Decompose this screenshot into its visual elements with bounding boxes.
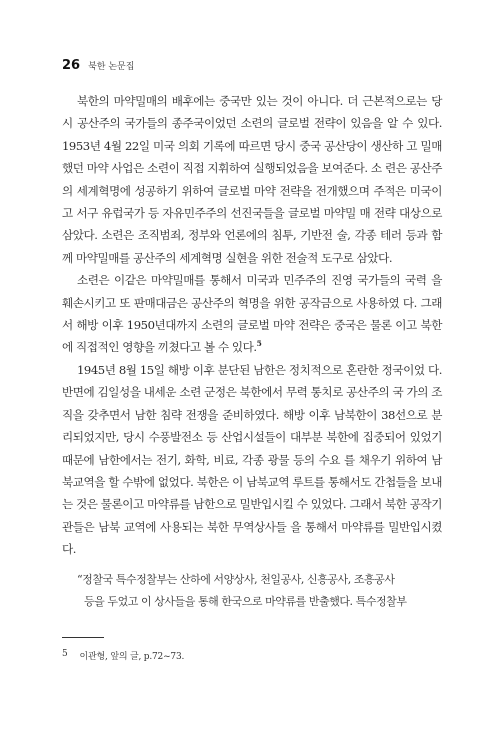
blockquote	[77, 569, 441, 613]
paragraph-line: 집중되어 있었기 때문에 남한에서는 전기, 화학, 비료, 각종 광물 등의 수요	[62, 430, 442, 467]
footnote-text: 이관형, 앞의 글, p.72~73.	[79, 652, 185, 662]
footnote-divider	[62, 637, 104, 638]
paragraph-line: 련은 공산주의 세계혁명에 성공하기 위하여 글로벌 마약 전략을 전개했으며	[62, 161, 442, 198]
paragraph-line: 38선으로 분리되었지만, 당시 수풍발전소 등 산업시설들이 대부분 북한에	[62, 407, 442, 445]
paragraph-line: 당시 공산주의 국가들의 종주국이었던 소련의 글로벌 전략이 있음을 알 수	[62, 94, 442, 131]
paragraph-line: 을 훼손시키고 또 판매대금은 공산주의 혁명을 위한 공작금으로 사용하였	[62, 273, 442, 310]
paragraph-line: 고 밀매했던 마약 사업은 소련이 직접 지휘하여 실행되었음을 보여준다. 소	[62, 138, 442, 176]
paragraph-line: 술, 각종 테러 등과 함께 마약밀매를 공산주의 세계혁명 실현을 위한 전술적	[62, 228, 442, 265]
paragraph-2	[62, 269, 442, 359]
paragraph-line: 소련은 이같은 마약밀매를 통해서 미국과 민주주의 진영 국가들의 국력	[77, 273, 427, 288]
paragraph-1	[62, 90, 442, 269]
paragraph-line: 있었다. 그래서 북한 공작기관들은 남북 교역에 사용되는 북한 무역상사들	[62, 497, 442, 534]
running-title: 북한 논문집	[88, 62, 135, 72]
paragraph-line: 를 채우기 위하여 남북교역을 할 수밖에 없었다. 북한은 이 남북교역 루트를	[62, 452, 442, 489]
page-number: 26	[62, 58, 81, 73]
paragraph-line: 다. 그래서 해방 이후 1950년대까지 소련의 글로벌 마약 전략은 중국은 물론	[62, 295, 442, 333]
paragraph-line: 1945년 8월 15일 해방 이후 분단된 남한은 정치적으로 혼란한 정국이었	[77, 362, 425, 377]
footnote-number: 5	[62, 649, 68, 659]
footnote	[62, 649, 184, 662]
blockquote-line: 등을 두었고 이 상사들을 통해 한국으로 마약류를 반출했다. 특수정찰부	[84, 595, 407, 608]
page-header	[62, 58, 134, 73]
body-text	[62, 90, 442, 561]
paragraph-line: 이고 북한에 직접적인 영향을 끼쳤다고 볼 수 있다.	[62, 318, 442, 355]
paragraph-line: 매 전략 대상으로 삼았다. 소련은 조직범죄, 정부와 언론에의 침투, 기반전	[62, 206, 442, 243]
paragraph-line: 북한의 마약밀매의 배후에는 중국만 있는 것이 아니다. 더 근본적으로는	[77, 94, 427, 108]
footnote-reference[interactable]: 5	[256, 339, 262, 349]
paragraph-line: 통해서도 간첩들을 보내는 것은 물론이고 마약류를 남한으로 밀반입시킬 수	[62, 474, 443, 512]
paragraph-line: 다. 반면에 김일성을 내세운 소련 군정은 북한에서 무력 통치로 공산주의 국	[62, 362, 442, 400]
paragraph-3	[62, 359, 442, 561]
blockquote-line: “정찰국 특수정찰부는 산하에 서양상사, 천일공사, 신흥공사, 조흥공사	[77, 573, 395, 586]
paragraph-line: 가의 조직을 갖추면서 남한 침략 전쟁을 준비하였다. 해방 이후 남북한이	[62, 385, 443, 422]
paragraph-line: 주적은 미국이고 서구 유럽국가 등 자유민주주의 선진국들을 글로벌 마약밀	[62, 183, 442, 221]
paragraph-line: 을 통해서 마약류를 밀반입시켰다.	[62, 519, 442, 557]
paragraph-line: 도구로 삼았다.	[321, 250, 393, 265]
paragraph-line: 있다. 1953년 4월 22일 미국 의회 기록에 따르면 당시 중국 공산당이 생산하	[62, 116, 442, 153]
